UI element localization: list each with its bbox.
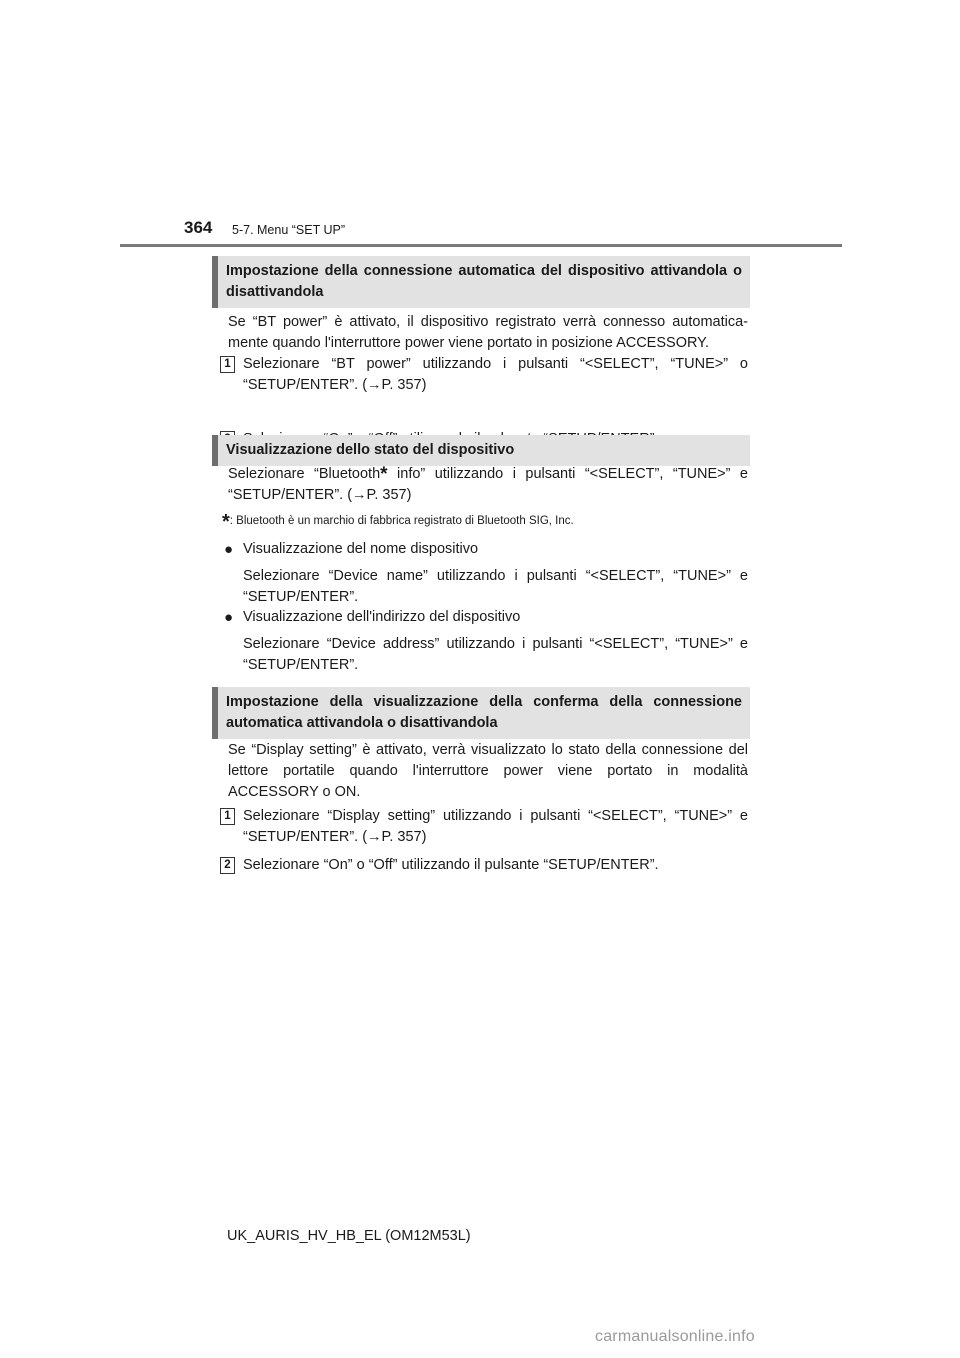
bullet-title: Visualizzazione dell'indirizzo del dispositivo [243, 609, 521, 625]
step-number-badge: 1 [220, 808, 235, 825]
footnote-star: * [222, 511, 230, 533]
section-intro-display-confirmation: Se “Display setting” è attivato, verrà visualizzato lo stato della connessione del lettore portatile quando l'interruttore power viene portato in modalità ACCESSORY o ON. [228, 742, 748, 800]
section-heading-auto-connection: Impostazione della connessione automatica del dispositivo attivandola o disattivandola [212, 256, 750, 308]
page-number: 364 [184, 218, 213, 237]
section-intro-auto-connection: Se “BT power” è attivato, il dispositivo registrato verrà connesso automatica-mente quando l'interruttore power viene portato in posizione ACCESSORY. [228, 314, 748, 351]
section-heading-device-status: Visualizzazione dello stato del dispositivo [212, 435, 750, 466]
bullet-text: Selezionare “Device address” utilizzando i pulsanti “<SELECT”, “TUNE>” e “SETUP/ENTER”. [243, 636, 748, 673]
step-number-badge: 2 [220, 857, 235, 874]
bullet-text: Selezionare “Device name” utilizzando i pulsanti “<SELECT”, “TUNE>” e “SETUP/ENTER”. [243, 568, 748, 605]
step-text: Selezionare “BT power” utilizzando i pulsanti “<SELECT”, “TUNE>” o “SETUP/ENTER”. (→P. 357) [243, 356, 748, 393]
step-text: Selezionare “Display setting” utilizzando i pulsanti “<SELECT”, “TUNE>” e “SETUP/ENTER”. (→P. 357) [243, 808, 748, 845]
chapter-title: 5-7. Menu “SET UP” [232, 223, 346, 237]
step-text: Selezionare “On” o “Off” utilizzando il pulsante “SETUP/ENTER”. [243, 857, 659, 873]
filled-circle-icon: ● [224, 609, 234, 626]
filled-circle-icon: ● [224, 541, 234, 558]
bullet-title: Visualizzazione del nome dispositivo [243, 541, 479, 557]
section-intro-device-status: Selezionare “Bluetooth* info” utilizzando i pulsanti “<SELECT”, “TUNE>” e “SETUP/ENTER”. (→P. 357) [228, 464, 748, 503]
footnote-marker: * [380, 464, 388, 485]
section-heading-display-confirmation: Impostazione della visualizzazione della conferma della connessione automatica attivandola o disattivandola [212, 687, 750, 739]
header-rule [120, 244, 842, 247]
document-code: UK_AURIS_HV_HB_EL (OM12M53L) [227, 1228, 471, 1244]
watermark: carmanualsonline.info [595, 1328, 755, 1345]
footnote: *: Bluetooth è un marchio di fabbrica registrato di Bluetooth SIG, Inc. [222, 511, 574, 533]
step-number-badge: 1 [220, 356, 235, 373]
